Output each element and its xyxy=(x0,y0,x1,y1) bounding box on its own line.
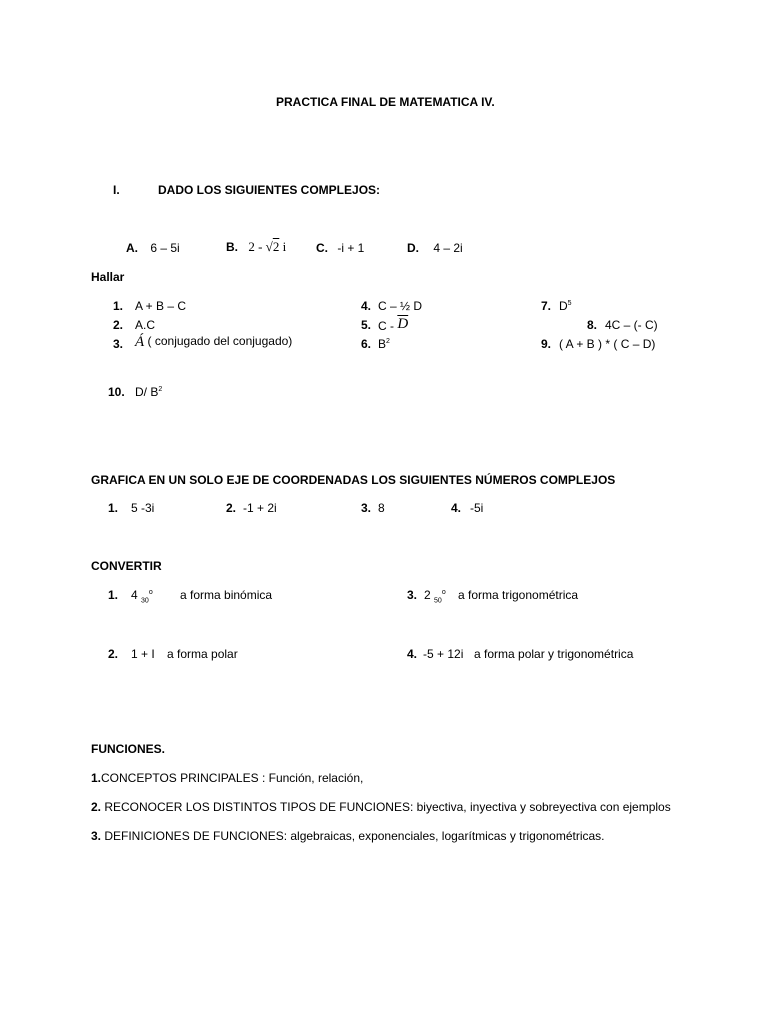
item-text: RECONOCER LOS DISTINTOS TIPOS DE FUNCIONES: biyectiva, inyectiva y sobreyectiva con ejemplos xyxy=(101,800,671,814)
item-number: 4. xyxy=(451,501,462,515)
list-item xyxy=(361,501,385,515)
complex-b xyxy=(226,239,286,255)
list-item xyxy=(108,588,273,605)
degree-symbol: o xyxy=(441,589,446,596)
page-title: PRACTICA FINAL DE MATEMATICA IV. xyxy=(276,95,495,109)
item-number: 3. xyxy=(113,337,124,351)
item-text: 8 xyxy=(378,501,385,515)
list-item xyxy=(361,299,423,313)
list-item xyxy=(91,800,671,814)
list-item xyxy=(108,385,163,399)
item-number: 2. xyxy=(113,318,124,332)
item-text: CONCEPTOS PRINCIPALES : Función, relación, xyxy=(101,771,364,785)
complex-a xyxy=(126,241,180,255)
item-number: 8. xyxy=(587,318,598,332)
list-item xyxy=(361,337,390,351)
section-numeral: I. xyxy=(113,183,120,197)
list-item xyxy=(226,501,277,515)
item-number: 1. xyxy=(113,299,124,313)
polar-modulus: 2 xyxy=(424,588,431,602)
polar-angle: 50 xyxy=(434,597,442,605)
conjugate-symbol: Á xyxy=(135,334,145,350)
item-expression: -5 + 12i xyxy=(423,647,464,661)
list-item xyxy=(587,318,658,332)
complex-value: 6 – 5i xyxy=(150,241,180,255)
list-item xyxy=(541,337,656,351)
item-number: 3. xyxy=(407,588,418,602)
exponent: 2 xyxy=(386,338,390,345)
complex-label: B. xyxy=(226,240,238,254)
polar-angle: 30 xyxy=(141,597,149,605)
exponent: 5 xyxy=(567,300,572,307)
exponent: 2 xyxy=(158,386,163,393)
item-number: 3. xyxy=(361,501,372,515)
item-text: A.C xyxy=(135,318,156,332)
list-item xyxy=(113,318,156,332)
complex-value-suffix: i xyxy=(279,239,287,254)
item-number: 2. xyxy=(226,501,237,515)
item-text: a forma polar xyxy=(167,647,238,661)
list-item xyxy=(108,501,155,515)
item-number: 1. xyxy=(108,501,119,515)
convertir-heading: CONVERTIR xyxy=(91,559,162,573)
list-item xyxy=(451,501,484,515)
item-number: 2. xyxy=(91,800,102,814)
item-text: ( A + B ) * ( C – D) xyxy=(559,337,656,351)
item-number: 2. xyxy=(108,647,119,661)
degree-symbol: o xyxy=(148,589,153,596)
list-item xyxy=(113,299,187,313)
item-text: a forma trigonométrica xyxy=(458,588,579,602)
item-number: 9. xyxy=(541,337,552,351)
item-text: C – ½ D xyxy=(378,299,423,313)
list-item xyxy=(361,316,409,333)
complex-c xyxy=(316,241,364,255)
list-item xyxy=(91,829,605,843)
item-expression: 1 + I xyxy=(131,647,155,661)
complex-value: 2 - √ xyxy=(248,239,273,254)
item-text: A + B – C xyxy=(135,299,187,313)
item-text: B xyxy=(378,337,387,351)
item-text: -1 + 2i xyxy=(243,501,277,515)
polar-modulus: 4 xyxy=(131,588,138,602)
item-number: 6. xyxy=(361,337,372,351)
hallar-heading: Hallar xyxy=(91,270,125,284)
complex-value: -i + 1 xyxy=(337,241,365,255)
complex-label: A. xyxy=(126,241,138,255)
complex-d xyxy=(407,241,463,255)
complex-label: C. xyxy=(316,241,328,255)
funciones-heading: FUNCIONES. xyxy=(91,742,166,756)
complex-value: 4 – 2i xyxy=(433,241,463,255)
item-text: 5 -3i xyxy=(131,501,155,515)
item-text: DEFINICIONES DE FUNCIONES: algebraicas, exponenciales, logarítmicas y trigonométricas. xyxy=(101,829,605,843)
item-number: 5. xyxy=(361,318,372,332)
item-number: 4. xyxy=(361,299,372,313)
item-number: 10. xyxy=(108,385,125,399)
list-item xyxy=(108,647,238,661)
radicand: 2 xyxy=(272,239,280,254)
complex-label: D. xyxy=(407,241,419,255)
list-item xyxy=(541,299,572,313)
grafica-heading: GRAFICA EN UN SOLO EJE DE COORDENADAS LOS SIGUIENTES NÚMEROS COMPLEJOS xyxy=(91,473,616,487)
item-number: 1. xyxy=(91,771,102,785)
section-heading: DADO LOS SIGUIENTES COMPLEJOS: xyxy=(158,183,381,197)
item-text: D xyxy=(559,299,568,313)
conjugate-symbol: $\overline{D}$ xyxy=(397,316,409,332)
item-text: a forma polar y trigonométrica xyxy=(474,647,634,661)
item-text: D/ B xyxy=(135,385,159,399)
list-item xyxy=(113,334,293,351)
item-number: 1. xyxy=(108,588,119,602)
item-text: ( conjugado del conjugado) xyxy=(147,334,293,348)
list-item xyxy=(407,588,579,605)
item-text: a forma binómica xyxy=(180,588,273,602)
item-text: 4C – (- C) xyxy=(605,318,658,332)
item-number: 7. xyxy=(541,299,552,313)
item-text: C - xyxy=(378,319,398,333)
list-item xyxy=(407,647,634,661)
list-item xyxy=(91,771,363,785)
item-number: 4. xyxy=(407,647,418,661)
item-text: -5i xyxy=(470,501,484,515)
item-number: 3. xyxy=(91,829,102,843)
